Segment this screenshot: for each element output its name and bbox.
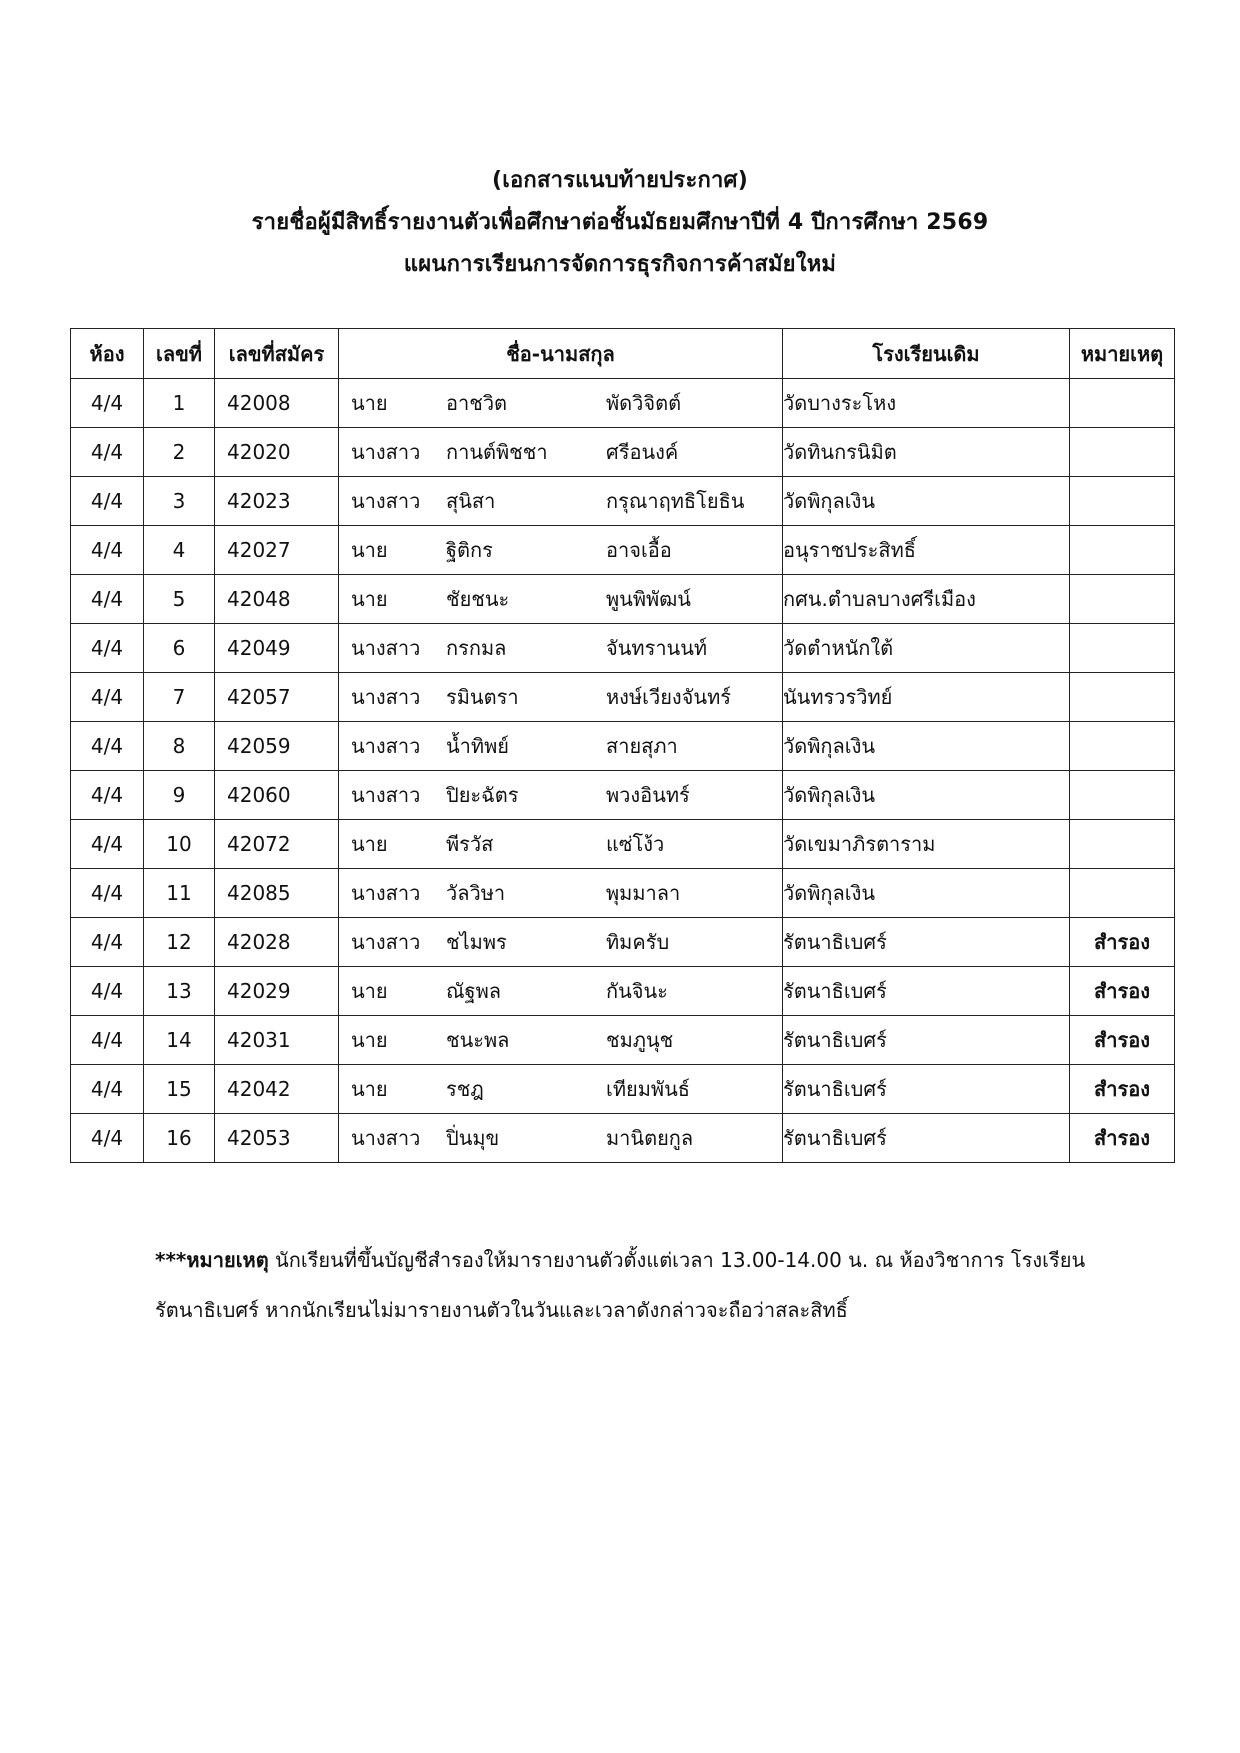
cell-note (1070, 722, 1175, 771)
table-row (71, 1114, 1175, 1163)
cell-full-name (339, 526, 783, 575)
table-row (71, 1016, 1175, 1065)
table-header (71, 329, 1175, 379)
full-name-group (339, 820, 782, 868)
name-prefix: นาย (351, 1028, 388, 1052)
table-row (71, 820, 1175, 869)
full-name-group (339, 722, 782, 770)
cell-room: 4/4 (71, 918, 144, 967)
full-name-group (339, 526, 782, 574)
cell-note (1070, 379, 1175, 428)
cell-previous-school: วัดทินกรนิมิต (783, 428, 1070, 477)
cell-no: 5 (144, 575, 215, 624)
last-name: เทียมพันธ์ (606, 1077, 690, 1101)
cell-previous-school: นันทรวรวิทย์ (783, 673, 1070, 722)
first-name: ชนะพล (446, 1028, 510, 1052)
cell-note (1070, 673, 1175, 722)
cell-previous-school: รัตนาธิเบศร์ (783, 967, 1070, 1016)
cell-full-name (339, 379, 783, 428)
cell-no: 13 (144, 967, 215, 1016)
col-header-full-name: ชื่อ-นามสกุล (339, 329, 783, 379)
last-name: ศรีอนงค์ (606, 440, 679, 464)
full-name-group (339, 477, 782, 525)
cell-no: 9 (144, 771, 215, 820)
cell-previous-school: วัดเขมาภิรตาราม (783, 820, 1070, 869)
cell-app-number: 42031 (215, 1016, 339, 1065)
table-row (71, 526, 1175, 575)
name-prefix: นาย (351, 1077, 388, 1101)
cell-previous-school: วัดพิกุลเงิน (783, 771, 1070, 820)
name-prefix: นาย (351, 587, 388, 611)
footnote-line-1 (155, 1235, 1115, 1285)
first-name: กรกมล (446, 636, 507, 660)
footnote-text-1: นักเรียนที่ขึ้นบัญชีสำรองให้มารายงานตัวตั้งแต่เวลา 13.00-14.00 น. ณ ห้องวิชาการ โรงเรียน (268, 1248, 1086, 1272)
last-name: พุมมาลา (606, 881, 681, 905)
table-row (71, 575, 1175, 624)
cell-full-name (339, 1016, 783, 1065)
last-name: ชมภูนุช (606, 1028, 674, 1052)
name-prefix: นางสาว (351, 440, 421, 464)
name-prefix: นางสาว (351, 734, 421, 758)
cell-full-name (339, 771, 783, 820)
cell-app-number: 42029 (215, 967, 339, 1016)
document-header (0, 160, 1240, 286)
cell-app-number: 42053 (215, 1114, 339, 1163)
first-name: ปิ่นมุข (446, 1126, 500, 1150)
cell-note (1070, 820, 1175, 869)
cell-full-name (339, 624, 783, 673)
cell-room: 4/4 (71, 428, 144, 477)
col-header-previous-school: โรงเรียนเดิม (783, 329, 1070, 379)
cell-app-number: 42060 (215, 771, 339, 820)
cell-room: 4/4 (71, 1016, 144, 1065)
first-name: น้ำทิพย์ (446, 734, 509, 758)
first-name: พีรวัส (446, 832, 494, 856)
cell-no: 4 (144, 526, 215, 575)
table-row (71, 722, 1175, 771)
table-row (71, 379, 1175, 428)
cell-room: 4/4 (71, 575, 144, 624)
cell-full-name (339, 575, 783, 624)
cell-full-name (339, 918, 783, 967)
cell-app-number: 42072 (215, 820, 339, 869)
cell-note (1070, 869, 1175, 918)
cell-full-name (339, 722, 783, 771)
student-roster-table (70, 328, 1175, 1163)
cell-room: 4/4 (71, 869, 144, 918)
cell-no: 15 (144, 1065, 215, 1114)
last-name: แซ่โง้ว (606, 832, 665, 856)
last-name: มานิตยกูล (606, 1126, 694, 1150)
full-name-group (339, 428, 782, 476)
cell-note: สำรอง (1070, 1016, 1175, 1065)
cell-previous-school: วัดพิกุลเงิน (783, 477, 1070, 526)
footnote (155, 1235, 1115, 1335)
cell-previous-school: วัดตำหนักใต้ (783, 624, 1070, 673)
cell-room: 4/4 (71, 771, 144, 820)
name-prefix: นาย (351, 391, 388, 415)
cell-full-name (339, 869, 783, 918)
cell-no: 11 (144, 869, 215, 918)
table-header-row (71, 329, 1175, 379)
last-name: หงษ์เวียงจันทร์ (606, 685, 731, 709)
full-name-group (339, 918, 782, 966)
cell-note (1070, 575, 1175, 624)
cell-room: 4/4 (71, 967, 144, 1016)
table-row (71, 869, 1175, 918)
header-program: แผนการเรียนการจัดการธุรกิจการค้าสมัยใหม่ (403, 252, 837, 277)
cell-room: 4/4 (71, 526, 144, 575)
cell-room: 4/4 (71, 1114, 144, 1163)
cell-app-number: 42085 (215, 869, 339, 918)
cell-note (1070, 526, 1175, 575)
first-name: รชฎ (446, 1077, 484, 1101)
full-name-group (339, 1065, 782, 1113)
cell-no: 3 (144, 477, 215, 526)
cell-app-number: 42048 (215, 575, 339, 624)
last-name: พวงอินทร์ (606, 783, 690, 807)
cell-no: 6 (144, 624, 215, 673)
cell-no: 2 (144, 428, 215, 477)
cell-app-number: 42023 (215, 477, 339, 526)
full-name-group (339, 967, 782, 1015)
name-prefix: นางสาว (351, 881, 421, 905)
full-name-group (339, 1114, 782, 1162)
table-row (71, 1065, 1175, 1114)
cell-note: สำรอง (1070, 918, 1175, 967)
cell-app-number: 42027 (215, 526, 339, 575)
cell-note (1070, 771, 1175, 820)
cell-previous-school: รัตนาธิเบศร์ (783, 1016, 1070, 1065)
footnote-lead: ***หมายเหตุ (155, 1248, 269, 1272)
first-name: กานต์พิชชา (446, 440, 548, 464)
cell-full-name (339, 477, 783, 526)
first-name: ณัฐพล (446, 979, 502, 1003)
table-row (71, 771, 1175, 820)
last-name: จันทรานนท์ (606, 636, 708, 660)
last-name: พัดวิจิตต์ (606, 391, 682, 415)
full-name-group (339, 771, 782, 819)
cell-previous-school: วัดพิกุลเงิน (783, 869, 1070, 918)
col-header-note: หมายเหตุ (1070, 329, 1175, 379)
full-name-group (339, 379, 782, 427)
table-row (71, 624, 1175, 673)
full-name-group (339, 1016, 782, 1064)
name-prefix: นาย (351, 832, 388, 856)
name-prefix: นาย (351, 538, 388, 562)
cell-room: 4/4 (71, 624, 144, 673)
cell-no: 14 (144, 1016, 215, 1065)
col-header-no: เลขที่ (144, 329, 215, 379)
cell-note (1070, 428, 1175, 477)
name-prefix: นาย (351, 979, 388, 1003)
table-row (71, 673, 1175, 722)
last-name: พูนพิพัฒน์ (606, 587, 691, 611)
name-prefix: นางสาว (351, 930, 421, 954)
cell-previous-school: รัตนาธิเบศร์ (783, 918, 1070, 967)
cell-note: สำรอง (1070, 1114, 1175, 1163)
cell-app-number: 42049 (215, 624, 339, 673)
cell-app-number: 42057 (215, 673, 339, 722)
first-name: ปิยะฉัตร (446, 783, 519, 807)
cell-app-number: 42042 (215, 1065, 339, 1114)
footnote-line-2: รัตนาธิเบศร์ หากนักเรียนไม่มารายงานตัวในวันและเวลาดังกล่าวจะถือว่าสละสิทธิ์ (155, 1298, 848, 1322)
first-name: สุนิสา (446, 489, 496, 513)
cell-app-number: 42008 (215, 379, 339, 428)
cell-no: 10 (144, 820, 215, 869)
name-prefix: นางสาว (351, 783, 421, 807)
cell-no: 12 (144, 918, 215, 967)
cell-room: 4/4 (71, 1065, 144, 1114)
cell-full-name (339, 820, 783, 869)
first-name: รมินตรา (446, 685, 519, 709)
cell-full-name (339, 1114, 783, 1163)
cell-previous-school: กศน.ตำบลบางศรีเมือง (783, 575, 1070, 624)
table-row (71, 477, 1175, 526)
first-name: ชไมพร (446, 930, 507, 954)
cell-room: 4/4 (71, 820, 144, 869)
col-header-room: ห้อง (71, 329, 144, 379)
cell-previous-school: อนุราชประสิทธิ์ (783, 526, 1070, 575)
full-name-group (339, 624, 782, 672)
cell-no: 16 (144, 1114, 215, 1163)
cell-room: 4/4 (71, 379, 144, 428)
first-name: ฐิติกร (446, 538, 493, 562)
cell-note: สำรอง (1070, 1065, 1175, 1114)
name-prefix: นางสาว (351, 489, 421, 513)
name-prefix: นางสาว (351, 636, 421, 660)
full-name-group (339, 673, 782, 721)
full-name-group (339, 575, 782, 623)
table-row (71, 428, 1175, 477)
cell-room: 4/4 (71, 673, 144, 722)
first-name: อาชวิต (446, 391, 508, 415)
cell-room: 4/4 (71, 477, 144, 526)
cell-full-name (339, 967, 783, 1016)
cell-note (1070, 477, 1175, 526)
cell-full-name (339, 428, 783, 477)
first-name: วัลวิษา (446, 881, 506, 905)
last-name: ทิมครับ (606, 930, 670, 954)
header-attachment-label: (เอกสารแนบท้ายประกาศ) (492, 168, 748, 193)
last-name: กรุณาฤทธิโยธิน (606, 489, 745, 513)
cell-no: 7 (144, 673, 215, 722)
col-header-app-number: เลขที่สมัคร (215, 329, 339, 379)
cell-previous-school: วัดบางระโหง (783, 379, 1070, 428)
full-name-group (339, 869, 782, 917)
table-row (71, 967, 1175, 1016)
cell-no: 1 (144, 379, 215, 428)
header-title: รายชื่อผู้มีสิทธิ์รายงานตัวเพื่อศึกษาต่อชั้นมัธยมศึกษาปีที่ 4 ปีการศึกษา 2569 (251, 210, 989, 235)
cell-app-number: 42059 (215, 722, 339, 771)
last-name: กันจินะ (606, 979, 668, 1003)
last-name: สายสุภา (606, 734, 678, 758)
last-name: อาจเอื้อ (606, 538, 672, 562)
table-body (71, 379, 1175, 1163)
cell-app-number: 42028 (215, 918, 339, 967)
cell-room: 4/4 (71, 722, 144, 771)
name-prefix: นางสาว (351, 685, 421, 709)
cell-full-name (339, 1065, 783, 1114)
cell-app-number: 42020 (215, 428, 339, 477)
cell-previous-school: วัดพิกุลเงิน (783, 722, 1070, 771)
cell-previous-school: รัตนาธิเบศร์ (783, 1065, 1070, 1114)
cell-previous-school: รัตนาธิเบศร์ (783, 1114, 1070, 1163)
cell-note (1070, 624, 1175, 673)
name-prefix: นางสาว (351, 1126, 421, 1150)
first-name: ชัยชนะ (446, 587, 510, 611)
table-row (71, 918, 1175, 967)
cell-full-name (339, 673, 783, 722)
cell-note: สำรอง (1070, 967, 1175, 1016)
cell-no: 8 (144, 722, 215, 771)
